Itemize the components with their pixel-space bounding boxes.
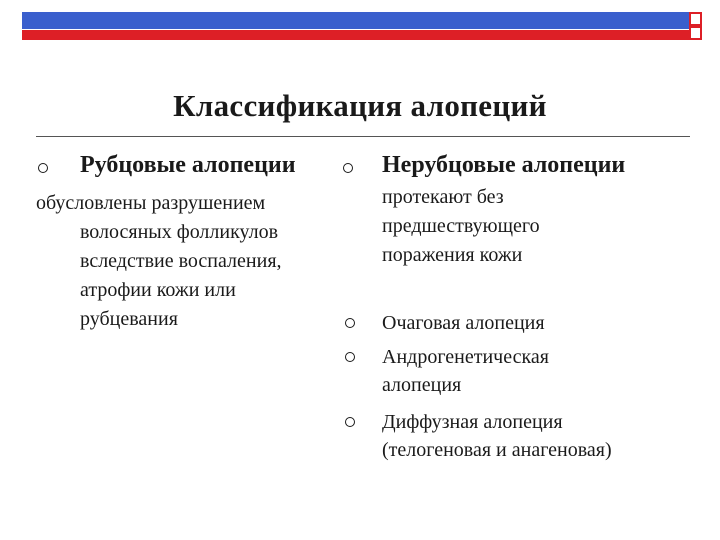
- bullet-icon: [345, 417, 355, 427]
- list-item-3-line-2: (телогеновая и анагеновая): [382, 439, 612, 461]
- bullet-icon: [345, 318, 355, 328]
- left-line-4: атрофии кожи или: [80, 279, 236, 301]
- right-line-1: протекают без: [382, 186, 504, 208]
- left-line-3: вследствие воспаления,: [80, 250, 282, 272]
- slide-title: Классификация алопеций: [173, 88, 547, 123]
- right-heading: Нерубцовые алопеции: [382, 152, 626, 178]
- corner-square-bottom: [689, 26, 702, 40]
- corner-square-top: [689, 12, 702, 26]
- top-red-bar: [22, 30, 689, 40]
- left-line-5: рубцевания: [80, 308, 178, 330]
- left-line-1: обусловлены разрушением: [36, 192, 266, 214]
- list-item-1: Очаговая алопеция: [382, 312, 545, 334]
- list-item-3-line-1: Диффузная алопеция: [382, 411, 563, 433]
- bullet-icon: [345, 352, 355, 362]
- left-heading: Рубцовые алопеции: [80, 152, 296, 178]
- bullet-icon: [38, 163, 48, 173]
- bullet-icon: [343, 163, 353, 173]
- right-line-3: поражения кожи: [382, 244, 523, 266]
- list-item-2-line-2: алопеция: [382, 374, 462, 396]
- right-line-2: предшествующего: [382, 215, 540, 237]
- list-item-2-line-1: Андрогенетическая: [382, 346, 549, 368]
- left-line-2: волосяных фолликулов: [80, 221, 279, 243]
- title-divider: [36, 136, 690, 137]
- top-blue-bar: [22, 12, 689, 29]
